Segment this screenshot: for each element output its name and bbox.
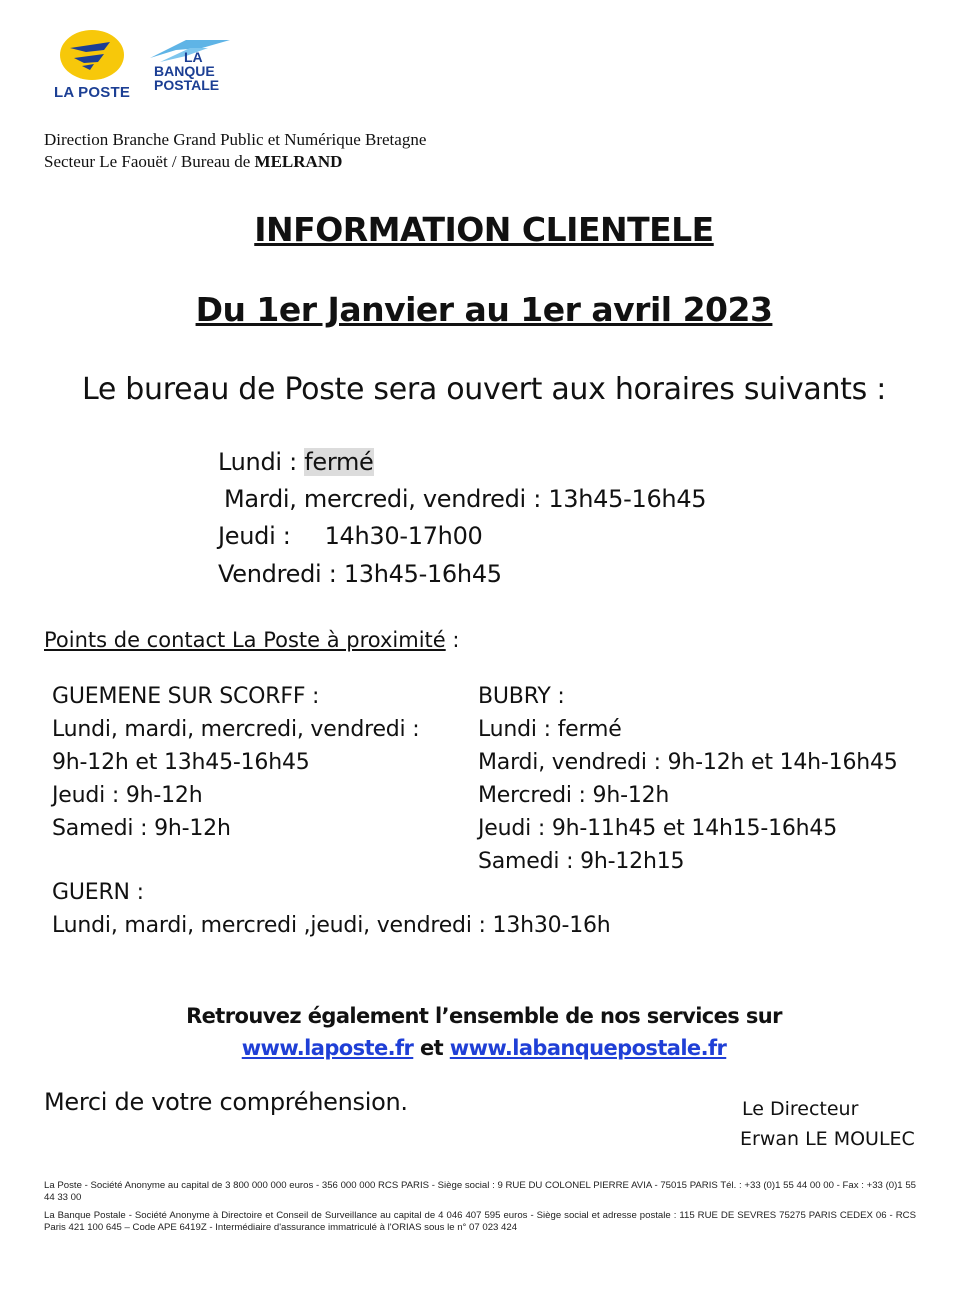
services-text: Retrouvez également l’ensemble de nos services sur — [186, 1004, 782, 1028]
schedule-thursday-value: 14h30-17h00 — [324, 522, 483, 550]
la-poste-logo — [44, 28, 140, 102]
banque-postale-word-postale: POSTALE — [154, 77, 220, 93]
header-secteur — [44, 151, 342, 173]
page-title: INFORMATION CLIENTELE — [254, 210, 714, 249]
list-item: Lundi, mardi, mercredi, vendredi : — [52, 717, 420, 742]
contacts-heading-suffix: : — [445, 628, 460, 652]
schedule-monday-label: Lundi : — [218, 448, 305, 476]
director-signature — [742, 1094, 915, 1154]
services-connector: et — [413, 1036, 450, 1060]
la-poste-wordmark: LA POSTE — [53, 84, 131, 101]
schedule-monday-value: fermé — [304, 448, 374, 476]
list-item: Lundi : fermé — [478, 717, 622, 742]
header-bureau-name: MELRAND — [254, 152, 343, 171]
footer-banque-postale: La Banque Postale - Société Anonyme à Directoire et Conseil de Surveillance au capital de 4 046 407 595 euros - Siège social et adresse postale : 115 RUE DE SEVRES 75275 PARIS CEDEX 06 - RCS Paris 421 100 645 – Code APE 6419Z - Intermédiaire d'assurance immatriculé à l'ORIAS sous le n° 07 023 424 — [44, 1210, 916, 1233]
banque-postale-word-banque: BANQUE — [154, 63, 215, 79]
schedule-monday — [218, 448, 374, 476]
la-poste-bird-icon — [44, 28, 140, 84]
list-item: Jeudi : 9h-11h45 et 14h15-16h45 — [478, 816, 838, 841]
list-item: Lundi, mardi, mercredi ,jeudi, vendredi : 13h30-16h — [52, 913, 611, 938]
contacts-heading — [44, 628, 459, 652]
list-item: Mercredi : 9h-12h — [478, 783, 670, 808]
list-item: Samedi : 9h-12h15 — [478, 849, 685, 874]
list-item: Mardi, vendredi : 9h-12h et 14h-16h45 — [478, 750, 898, 775]
footer-la-poste: La Poste - Société Anonyme au capital de 3 800 000 000 euros - 356 000 000 RCS PARIS - Siège social : 9 RUE DU COLONEL PIERRE AVIA - 75015 PARIS Tél. : +33 (0)1 55 44 00 00 - Fax : +33 (0)1 55 44 33 00 — [44, 1180, 916, 1203]
banque-postale-wordmark — [154, 50, 219, 92]
schedule-thursday-label: Jeudi : — [218, 522, 291, 550]
banque-postale-word-la: LA — [184, 49, 203, 65]
banque-postale-logo — [146, 36, 242, 102]
services-links — [0, 1032, 968, 1064]
schedule-friday: Vendredi : 13h45-16h45 — [218, 560, 502, 588]
laposte-link[interactable]: www.laposte.fr — [241, 1036, 414, 1060]
director-title: Le Directeur — [742, 1098, 859, 1120]
header-direction: Direction Branche Grand Public et Numérique Bretagne — [44, 130, 427, 149]
intro-text: Le bureau de Poste sera ouvert aux horaires suivants : — [81, 372, 887, 407]
schedule-thursday — [218, 522, 483, 550]
contacts-heading-text: Points de contact La Poste à proximité — [44, 628, 446, 652]
contact-guern-name: GUERN : — [52, 880, 144, 905]
contact-guemene — [52, 680, 419, 845]
contact-guemene-name: GUEMENE SUR SCORFF : — [52, 684, 320, 709]
services-block — [0, 1000, 968, 1064]
period-title: Du 1er Janvier au 1er avril 2023 — [195, 290, 773, 329]
contact-bubry-name: BUBRY : — [478, 684, 565, 709]
list-item: 9h-12h et 13h45-16h45 — [52, 750, 310, 775]
contact-bubry — [478, 680, 898, 878]
list-item: Samedi : 9h-12h — [52, 816, 231, 841]
schedule-tue-wed-fri: Mardi, mercredi, vendredi : 13h45-16h45 — [224, 485, 707, 513]
contact-guern — [52, 876, 611, 942]
labanquepostale-link[interactable]: www.labanquepostale.fr — [449, 1036, 727, 1060]
header-secteur-prefix: Secteur Le Faouët / Bureau de — [44, 152, 255, 171]
list-item: Jeudi : 9h-12h — [52, 783, 203, 808]
thanks-text: Merci de votre compréhension. — [44, 1088, 408, 1116]
director-name: Erwan LE MOULEC — [740, 1128, 915, 1150]
